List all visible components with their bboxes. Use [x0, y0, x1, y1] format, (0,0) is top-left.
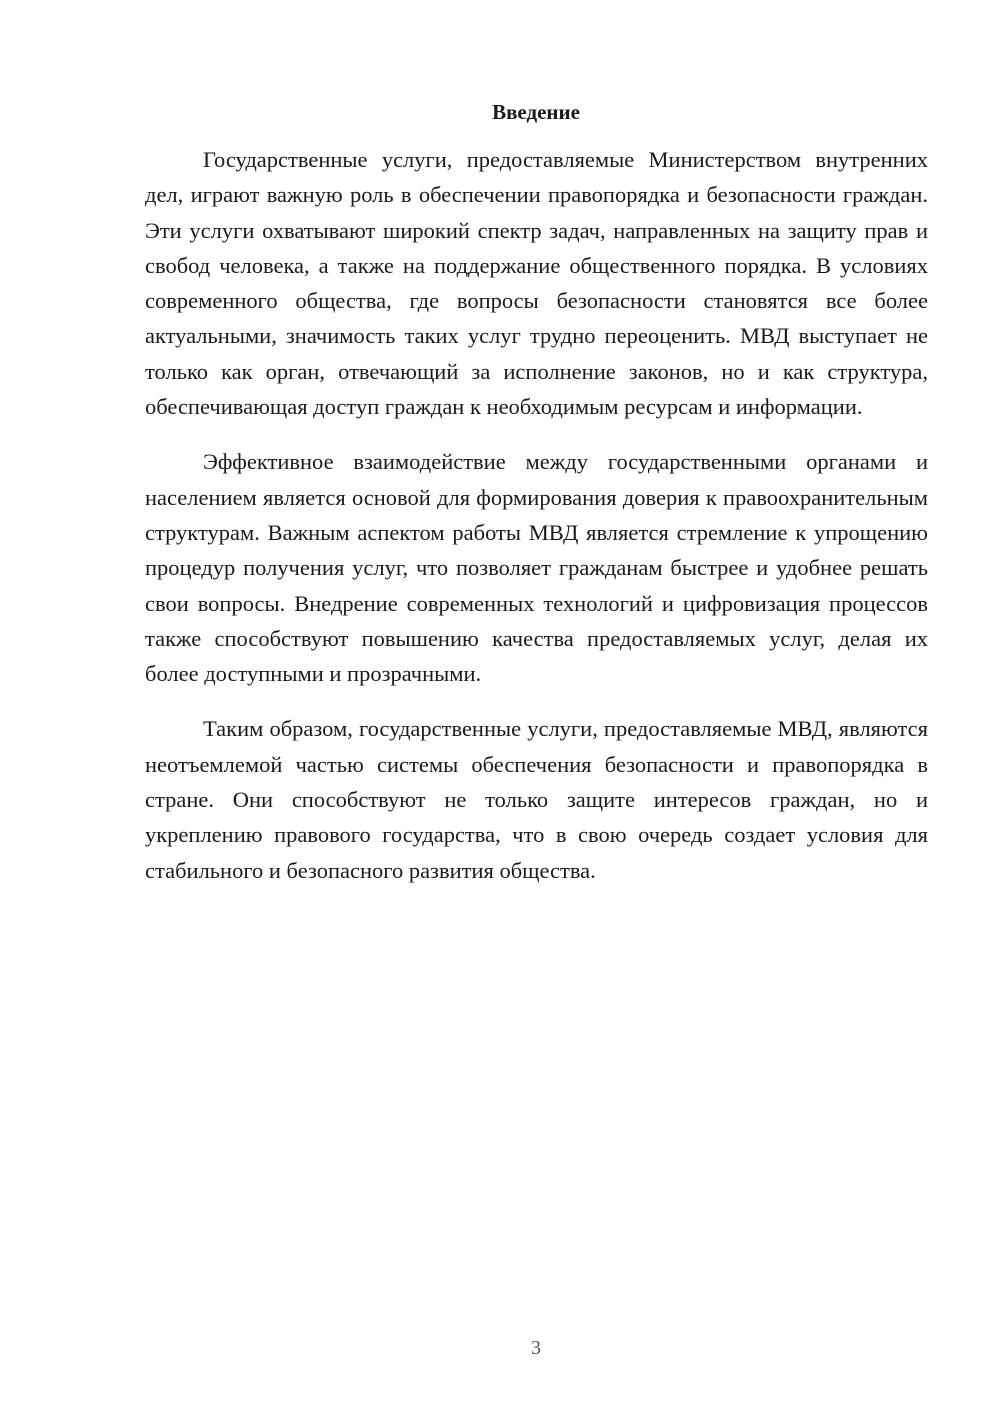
paragraph: Эффективное взаимодействие между государственными органами и населением является основой для формирования доверия к правоохранительным структурам. Важным аспектом работы МВД является стремление к упрощению процедур получения услуг, что позволяет гражданам быстрее и удобнее решать свои вопросы. Внедрение современных технологий и цифровизация процессов также способствуют повышению качества предоставляемых услуг, делая их более доступными и прозрачными. [145, 449, 928, 687]
section-heading: Введение [492, 100, 580, 124]
body-text [145, 142, 928, 908]
paragraph: Государственные услуги, предоставляемые Министерством внутренних дел, играют важную роль в обеспечении правопорядка и безопасности граждан. Эти услуги охватывают широкий спектр задач, направленных на защиту прав и свобод человека, а также на поддержание общественного порядка. В условиях современного общества, где вопросы безопасности становятся все более актуальными, значимость таких услуг трудно переоценить. МВД выступает не только как орган, отвечающий за исполнение законов, но и как структура, обеспечивающая доступ граждан к необходимым ресурсам и информации. [145, 147, 928, 420]
paragraph: Таким образом, государственные услуги, предоставляемые МВД, являются неотъемлемой частью системы обеспечения безопасности и правопорядка в стране. Они способствуют не только защите интересов граждан, но и укреплению правового государства, что в свою очередь создает условия для стабильного и безопасного развития общества. [145, 716, 928, 883]
page-number: 3 [531, 1337, 541, 1359]
